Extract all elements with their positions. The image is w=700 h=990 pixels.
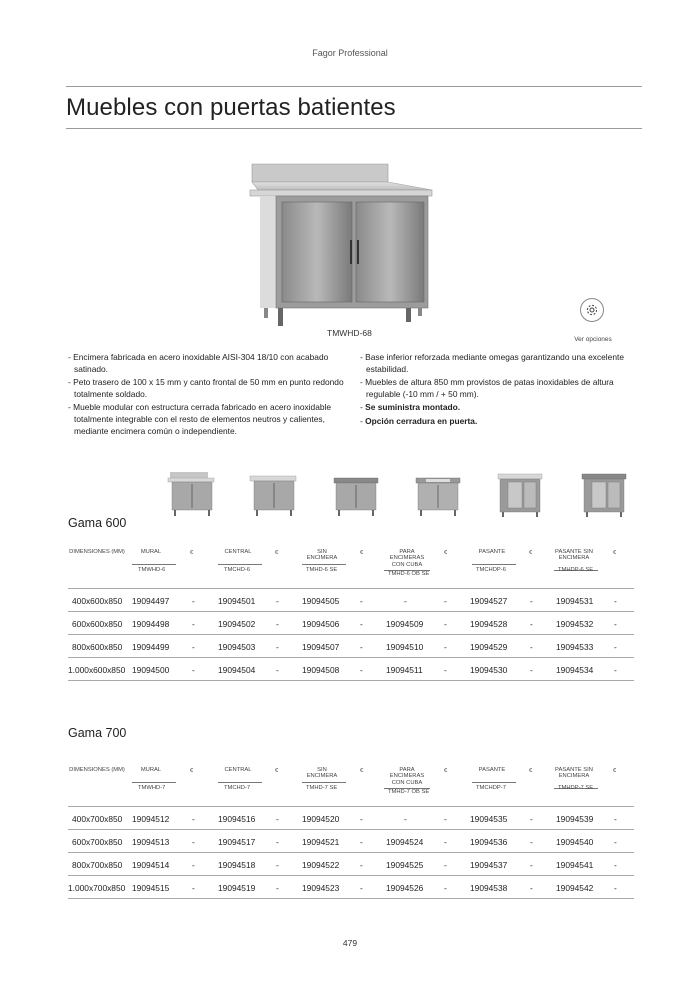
table-cell: - xyxy=(614,837,617,847)
table-cell: - xyxy=(276,642,279,652)
col-pasante-sin-encimera: PASANTE SIN ENCIMERA xyxy=(555,549,593,562)
table-cell: - xyxy=(360,596,363,606)
col-mural: MURAL xyxy=(140,549,162,555)
table-cell: 19094530 xyxy=(470,665,508,675)
table-row xyxy=(68,589,634,612)
table-row xyxy=(68,853,634,876)
euro-mural: € xyxy=(190,768,194,774)
table-cell: - xyxy=(444,814,447,824)
table-cell: 19094523 xyxy=(302,883,340,893)
table-cell: - xyxy=(404,596,407,606)
table-row xyxy=(68,658,634,681)
variant-thumbnails xyxy=(160,470,640,518)
table-cell: 1.000x700x850 xyxy=(68,883,126,893)
table-cell: 19094524 xyxy=(386,837,424,847)
code-pasante: TMCHDP-7 xyxy=(476,785,506,791)
table-cell: 19094508 xyxy=(302,665,340,675)
thumb-sin-encimera xyxy=(330,470,382,518)
table-cell: 19094538 xyxy=(470,883,508,893)
table-cell: 19094505 xyxy=(302,596,340,606)
table-cell: 19094501 xyxy=(218,596,256,606)
table-row xyxy=(68,807,634,830)
table-cell: 19094510 xyxy=(386,642,424,652)
table-cell: - xyxy=(530,642,533,652)
table-cell: 19094529 xyxy=(470,642,508,652)
feature-item: - Se suministra montado. xyxy=(360,402,461,413)
col-pasante-sin-encimera: PASANTE SIN ENCIMERA xyxy=(555,767,593,780)
table-cell: 19094511 xyxy=(386,665,423,675)
divider xyxy=(132,782,176,783)
thumb-pasante xyxy=(494,470,546,518)
table-cell: 19094500 xyxy=(132,665,170,675)
euro-central: € xyxy=(275,768,279,774)
code-central: TMCHD-6 xyxy=(224,567,251,573)
table-row xyxy=(68,612,634,635)
table-cell: 19094517 xyxy=(218,837,256,847)
col-para-encimeras: PARA ENCIMERAS CON CUBA xyxy=(389,767,425,786)
table-cell: 19094528 xyxy=(470,619,508,629)
code-central: TMCHD-7 xyxy=(224,785,251,791)
table-cell: - xyxy=(360,860,363,870)
euro-para-encimeras: € xyxy=(444,768,448,774)
table-cell: 1.000x600x850 xyxy=(68,665,126,675)
table-cell: - xyxy=(192,665,195,675)
col-dimensiones: DIMENSIONES (MM) xyxy=(69,549,125,555)
feature-item: - Encimera fabricada en acero inoxidable AISI-304 18/10 con acabado satinado. xyxy=(68,352,329,374)
table-cell: - xyxy=(192,883,195,893)
table-cell: 19094539 xyxy=(556,814,594,824)
table-cell: - xyxy=(360,642,363,652)
table-cell: 19094522 xyxy=(302,860,340,870)
table-cell: - xyxy=(360,883,363,893)
table-cell: 19094497 xyxy=(132,596,170,606)
table-cell: - xyxy=(360,837,363,847)
features-right xyxy=(358,352,640,430)
euro-para-encimeras: € xyxy=(444,550,448,556)
spec-table-700 xyxy=(68,764,634,899)
table-cell: - xyxy=(192,596,195,606)
table-cell: - xyxy=(276,837,279,847)
table-cell: 19094531 xyxy=(556,596,594,606)
table-cell: - xyxy=(614,814,617,824)
table-cell: 19094533 xyxy=(556,642,594,652)
code-mural: TMWHD-7 xyxy=(138,785,166,791)
table-cell: 19094536 xyxy=(470,837,508,847)
euro-pasante: € xyxy=(529,768,533,774)
spec-table-600 xyxy=(68,546,634,681)
gear-icon xyxy=(585,303,599,317)
table-cell: - xyxy=(444,860,447,870)
feature-item: - Peto trasero de 100 x 15 mm y canto frontal de 50 mm en punto redondo totalmente soldado. xyxy=(68,377,344,399)
thumb-para-encimeras xyxy=(412,470,464,518)
table-cell: - xyxy=(530,665,533,675)
thumb-mural xyxy=(166,470,218,518)
table-cell: - xyxy=(276,814,279,824)
col-central: CENTRAL xyxy=(224,549,252,555)
table-cell: 19094535 xyxy=(470,814,508,824)
table-cell: 400x600x850 xyxy=(72,596,123,606)
options-button[interactable] xyxy=(580,298,604,322)
title-top-rule xyxy=(66,86,642,87)
table-cell: 19094513 xyxy=(132,837,170,847)
euro-sin-encimera: € xyxy=(360,768,364,774)
table-cell: 800x600x850 xyxy=(72,642,123,652)
col-sin-encimera: SIN ENCIMERA xyxy=(306,767,338,780)
table-cell: 19094518 xyxy=(218,860,256,870)
table-cell: - xyxy=(530,596,533,606)
table-cell: 400x700x850 xyxy=(72,814,123,824)
thumb-pasante-sin-encimera xyxy=(578,470,630,518)
feature-item: - Muebles de altura 850 mm provistos de patas inoxidables de altura regulable (-10 mm / + 50 mm). xyxy=(360,377,614,399)
table-cell: 19094504 xyxy=(218,665,256,675)
table-cell: - xyxy=(444,665,447,675)
table-cell: - xyxy=(444,619,447,629)
table-cell: - xyxy=(530,883,533,893)
code-pasante-sin-encimera: TMHDP-7 SE xyxy=(558,785,594,791)
features-left xyxy=(66,352,356,439)
table-cell: 19094519 xyxy=(218,883,256,893)
table-cell: 19094540 xyxy=(556,837,594,847)
table-cell: - xyxy=(530,860,533,870)
divider xyxy=(302,564,346,565)
euro-mural: € xyxy=(190,550,194,556)
euro-pasante-sin-encimera: € xyxy=(613,768,617,774)
table-cell: 800x700x850 xyxy=(72,860,123,870)
code-para-encimeras: TMHD-6 OB SE xyxy=(388,571,430,577)
code-sin-encimera: TMHD-7 SE xyxy=(306,785,338,791)
table-cell: - xyxy=(276,860,279,870)
code-pasante: TMCHDP-6 xyxy=(476,567,506,573)
header-brand: Fagor Professional xyxy=(312,48,388,58)
options-label[interactable]: Ver opciones xyxy=(574,336,612,343)
col-pasante: PASANTE xyxy=(478,767,506,773)
divider xyxy=(218,564,262,565)
title-bottom-rule xyxy=(66,128,642,129)
table-cell: - xyxy=(444,596,447,606)
feature-item: - Opción cerradura en puerta. xyxy=(360,415,478,426)
table-cell: - xyxy=(444,837,447,847)
table-cell: - xyxy=(530,814,533,824)
table-cell: 19094498 xyxy=(132,619,170,629)
table-cell: 19094514 xyxy=(132,860,170,870)
col-pasante: PASANTE xyxy=(478,549,506,555)
col-central: CENTRAL xyxy=(224,767,252,773)
table-cell: - xyxy=(192,860,195,870)
page-number: 479 xyxy=(342,938,358,948)
table-header xyxy=(68,764,634,806)
table-cell: 19094516 xyxy=(218,814,256,824)
euro-sin-encimera: € xyxy=(360,550,364,556)
range-title-600: Gama 600 xyxy=(68,516,127,530)
table-cell: - xyxy=(192,814,195,824)
euro-pasante: € xyxy=(529,550,533,556)
feature-item: - Base inferior reforzada mediante omegas garantizando una excelente estabilidad. xyxy=(360,352,624,374)
table-cell: - xyxy=(360,619,363,629)
table-cell: 600x600x850 xyxy=(72,619,123,629)
divider xyxy=(472,564,516,565)
table-cell: 19094506 xyxy=(302,619,340,629)
table-cell: - xyxy=(444,883,447,893)
table-row xyxy=(68,830,634,853)
product-image xyxy=(246,160,436,332)
table-cell: 19094507 xyxy=(302,642,340,652)
range-title-700: Gama 700 xyxy=(68,726,127,740)
divider xyxy=(132,564,176,565)
table-cell: - xyxy=(614,860,617,870)
table-row xyxy=(68,635,634,658)
feature-item: - Mueble modular con estructura cerrada fabricado en acero inoxidable totalmente integrable con el resto de elementos neutros y calientes, mediante encimera común o independiente. xyxy=(68,402,332,436)
table-cell: - xyxy=(530,619,533,629)
table-cell: - xyxy=(614,883,617,893)
table-cell: - xyxy=(192,619,195,629)
table-cell: 19094534 xyxy=(556,665,594,675)
code-pasante-sin-encimera: TMHDP-6 SE xyxy=(558,567,594,573)
table-cell: 19094527 xyxy=(470,596,508,606)
table-cell: 19094542 xyxy=(556,883,594,893)
table-cell: - xyxy=(614,642,617,652)
table-cell: - xyxy=(276,596,279,606)
code-para-encimeras: TMHD-7 OB SE xyxy=(388,789,430,795)
table-row xyxy=(68,876,634,899)
table-cell: - xyxy=(192,837,195,847)
table-cell: - xyxy=(276,665,279,675)
table-cell: 19094541 xyxy=(556,860,594,870)
table-cell: 19094509 xyxy=(386,619,424,629)
table-cell: 19094515 xyxy=(132,883,170,893)
table-cell: - xyxy=(614,619,617,629)
table-cell: - xyxy=(276,619,279,629)
euro-pasante-sin-encimera: € xyxy=(613,550,617,556)
table-cell: 19094499 xyxy=(132,642,170,652)
table-cell: 19094532 xyxy=(556,619,594,629)
table-cell: 19094502 xyxy=(218,619,256,629)
table-cell: 19094526 xyxy=(386,883,424,893)
table-cell: 19094512 xyxy=(132,814,170,824)
table-cell: 19094525 xyxy=(386,860,424,870)
table-cell: - xyxy=(530,837,533,847)
divider xyxy=(472,782,516,783)
table-cell: - xyxy=(614,596,617,606)
table-cell: - xyxy=(360,814,363,824)
thumb-central xyxy=(248,470,300,518)
table-cell: 19094520 xyxy=(302,814,340,824)
page-title: Muebles con puertas batientes xyxy=(66,94,396,121)
table-cell: 19094503 xyxy=(218,642,256,652)
table-cell: - xyxy=(276,883,279,893)
divider xyxy=(218,782,262,783)
table-cell: 600x700x850 xyxy=(72,837,123,847)
table-header xyxy=(68,546,634,588)
code-mural: TMWHD-6 xyxy=(138,567,166,573)
table-cell: - xyxy=(192,642,195,652)
product-caption: TMWHD-68 xyxy=(327,328,372,338)
table-cell: 19094537 xyxy=(470,860,508,870)
table-cell: - xyxy=(614,665,617,675)
table-cell: - xyxy=(404,814,407,824)
table-cell: - xyxy=(360,665,363,675)
divider xyxy=(302,782,346,783)
col-dimensiones: DIMENSIONES (MM) xyxy=(69,767,125,773)
euro-central: € xyxy=(275,550,279,556)
table-cell: - xyxy=(444,642,447,652)
table-cell: 19094521 xyxy=(302,837,340,847)
col-mural: MURAL xyxy=(140,767,162,773)
col-sin-encimera: SIN ENCIMERA xyxy=(306,549,338,562)
code-sin-encimera: TMHD-6 SE xyxy=(306,567,338,573)
col-para-encimeras: PARA ENCIMERAS CON CUBA xyxy=(389,549,425,568)
